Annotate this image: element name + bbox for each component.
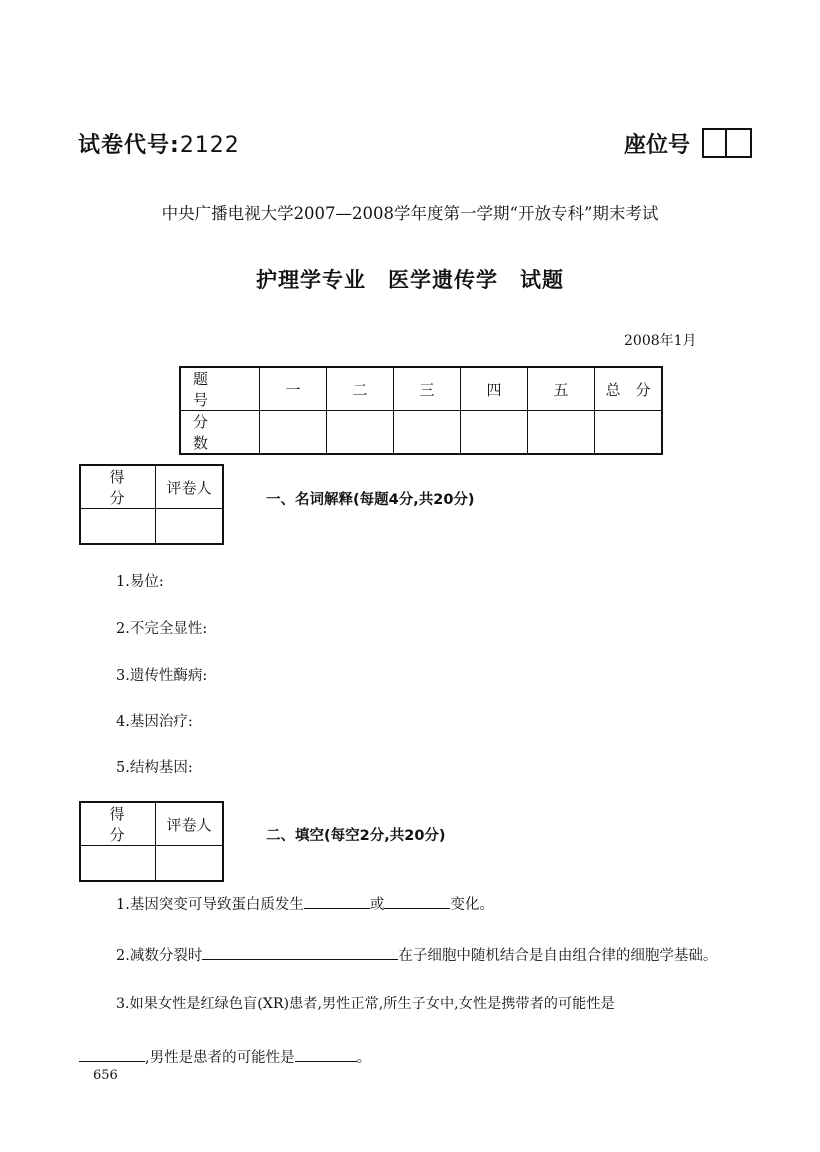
answer-blank[interactable] <box>304 894 370 909</box>
score-input-cell[interactable] <box>327 411 394 455</box>
section1-item: 3.遗传性酶病: <box>116 668 208 684</box>
section1-item: 1.易位: <box>116 574 164 590</box>
score-table-cell: 四 <box>461 367 528 411</box>
question-text: 1.基因突变可导致蛋白质发生 <box>116 897 304 913</box>
section1-item: 5.结构基因: <box>116 760 193 776</box>
question-text: 2.减数分裂时 <box>116 948 203 964</box>
fill-question-3-line1: 3.如果女性是红绿色盲(XR)患者,男性正常,所生子女中,女性是携带者的可能性是 <box>116 996 615 1012</box>
question-text: ,男性是患者的可能性是 <box>145 1050 295 1066</box>
grader-score-cell[interactable] <box>80 846 156 882</box>
score-table-header-row <box>180 367 662 411</box>
seat-number-label: 座位号 <box>624 133 691 158</box>
score-summary-table <box>179 366 663 455</box>
score-table-cell: 分 数 <box>180 411 260 455</box>
score-table-cell: 五 <box>528 367 595 411</box>
fill-question-1 <box>116 893 494 914</box>
answer-blank[interactable] <box>384 894 450 909</box>
score-table-cell: 三 <box>394 367 461 411</box>
grader-name-label: 评卷人 <box>156 465 224 509</box>
grader-name-cell[interactable] <box>156 509 224 545</box>
score-input-cell[interactable] <box>260 411 327 455</box>
fill-question-2 <box>116 944 717 965</box>
score-table-score-row <box>180 411 662 455</box>
question-text: 或 <box>369 897 385 913</box>
score-table-cell: 二 <box>327 367 394 411</box>
grader-table-section2 <box>79 801 224 882</box>
exam-code-label: 试卷代号: <box>78 133 180 158</box>
section2-heading: 二、填空(每空2分,共20分) <box>266 828 446 844</box>
page-number: 656 <box>93 1068 118 1083</box>
grader-score-cell[interactable] <box>80 509 156 545</box>
score-input-cell[interactable] <box>595 411 663 455</box>
score-input-cell[interactable] <box>461 411 528 455</box>
exam-date: 2008年1月 <box>624 333 697 349</box>
fill-question-3-line2 <box>79 1046 371 1067</box>
score-table-cell: 题 号 <box>180 367 260 411</box>
section1-item: 2.不完全显性: <box>116 621 208 637</box>
grader-name-label: 评卷人 <box>156 802 224 846</box>
score-input-cell[interactable] <box>528 411 595 455</box>
score-table-cell: 总 分 <box>595 367 663 411</box>
answer-blank[interactable] <box>202 945 398 960</box>
grader-score-label: 得 分 <box>80 465 156 509</box>
page-title: 护理学专业 医学遗传学 试题 <box>256 268 564 292</box>
question-text: 变化。 <box>450 897 494 913</box>
grader-name-cell[interactable] <box>156 846 224 882</box>
grader-score-label: 得 分 <box>80 802 156 846</box>
seat-number-box[interactable] <box>702 128 752 158</box>
exam-code <box>78 128 240 159</box>
question-text: 。 <box>356 1050 372 1066</box>
score-input-cell[interactable] <box>394 411 461 455</box>
section1-heading: 一、名词解释(每题4分,共20分) <box>266 492 475 508</box>
answer-blank[interactable] <box>295 1047 357 1062</box>
score-table-cell: 一 <box>260 367 327 411</box>
answer-blank[interactable] <box>79 1047 145 1062</box>
grader-table-section1 <box>79 464 224 545</box>
exam-subtitle: 中央广播电视大学2007—2008学年度第一学期“开放专科”期末考试 <box>161 204 659 223</box>
section1-item: 4.基因治疗: <box>116 714 193 730</box>
question-text: 在子细胞中随机结合是自由组合律的细胞学基础。 <box>398 948 718 964</box>
exam-code-value: 2122 <box>179 133 240 158</box>
